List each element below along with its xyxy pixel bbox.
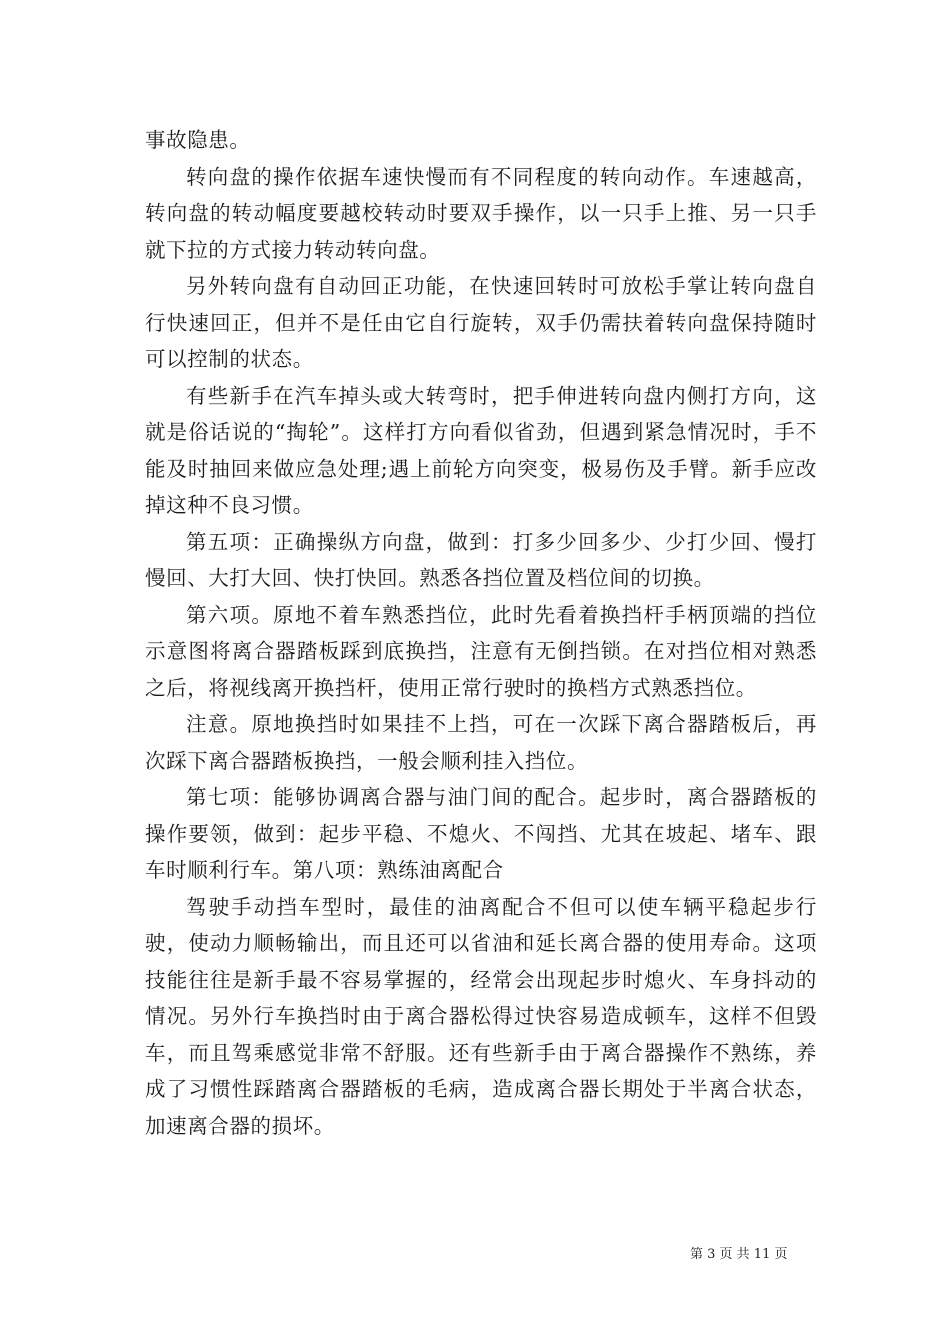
paragraph-3: 另外转向盘有自动回正功能，在快速回转时可放松手掌让转向盘自行快速回正，但并不是任由它自行旋转，双手仍需扶着转向盘保持随时可以控制的状态。 — [145, 274, 817, 371]
paragraph-7: 注意。原地换挡时如果挂不上挡，可在一次踩下离合器踏板后，再次踩下离合器踏板换挡，一般会顺利挂入挡位。 — [145, 712, 817, 773]
paragraph-5: 第五项：正确操纵方向盘，做到：打多少回多少、少打少回、慢打慢回、大打大回、快打快回。熟悉各挡位置及档位间的切换。 — [145, 529, 817, 590]
paragraph-1: 事故隐患。 — [145, 128, 251, 152]
paragraph-8: 第七项：能够协调离合器与油门间的配合。起步时，离合器踏板的操作要领，做到：起步平稳、不熄火、不闯挡、尤其在坡起、堵车、跟车时顺利行车。第八项：熟练油离配合 — [145, 785, 817, 882]
body-text — [145, 122, 817, 1144]
paragraph-6: 第六项。原地不着车熟悉挡位，此时先看着换挡杆手柄顶端的挡位示意图将离合器踏板踩到底换挡，注意有无倒挡锁。在对挡位相对熟悉之后，将视线离开换挡杆，使用正常行驶时的换档方式熟悉挡位。 — [145, 602, 817, 700]
page-number-footer: 第 3 页 共 11 页 — [690, 1247, 788, 1262]
paragraph-2: 转向盘的操作依据车速快慢而有不同程度的转向动作。车速越高，转向盘的转动幅度要越校转动时要双手操作，以一只手上推、另一只手就下拉的方式接力转动转向盘。 — [145, 164, 817, 262]
paragraph-4: 有些新手在汽车掉头或大转弯时，把手伸进转向盘内侧打方向，这就是俗话说的“掏轮”。这样打方向看似省劲，但遇到紧急情况时，手不能及时抽回来做应急处理;遇上前轮方向突变，极易伤及手臂。新手应改掉这种不良习惯。 — [145, 383, 817, 517]
paragraph-9: 驾驶手动挡车型时，最佳的油离配合不但可以使车辆平稳起步行驶，使动力顺畅输出，而且还可以省油和延长离合器的使用寿命。这项技能往往是新手最不容易掌握的，经常会出现起步时熄火、车身抖动的情况。另外行车换挡时由于离合器松得过快容易造成顿车，这样不但毁车，而且驾乘感觉非常不舒服。还有些新手由于离合器操作不熟练，养成了习惯性踩踏离合器踏板的毛病，造成离合器长期处于半离合状态，加速离合器的损坏。 — [145, 894, 817, 1138]
